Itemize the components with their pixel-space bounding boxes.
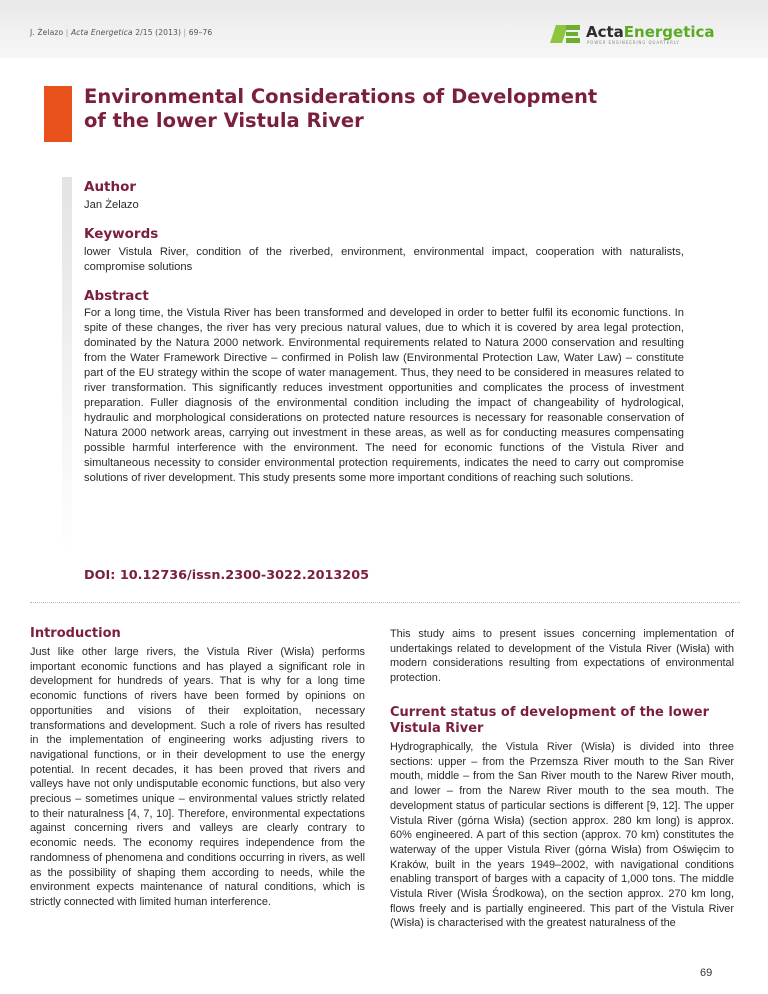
running-head-journal: Acta Energetica (70, 28, 133, 37)
running-head-pages: 69–76 (188, 28, 213, 37)
running-head (30, 28, 212, 37)
abstract-heading: Abstract (84, 288, 149, 304)
current-status-text: Hydrographically, the Vistula River (Wisła) is divided into three sections: upper – from the Przemsza River mouth to the San River mouth, middle – from the San River mouth to the Narew River mouth, and lower – from the Narew River mouth to the sea mouth. The development status of particular sections is different [9, 12]. The upper Vistula River (górna Wisła) (section approx. 280 km long) is approx. 60% engineered. A part of this section (approx. 70 km) constitutes the waterway of the upper Vistula River (górna Wisła) from Oświęcim to Kraków, built in the years 1949–2002, with navigational conditions enabling transport of barges with a capacity of 1,000 tons. The middle Vistula River (Wisła Środkowa), on the section approx. 270 km long, flows freely and is partially engineered. This part of the Vistula River (Wisła) is characterised with the greatest naturalness of the (390, 741, 734, 930)
introduction-text: Just like other large rivers, the Vistula River (Wisła) performs important economic functions and has played a significant role in development for hundreds of years. That is why for a long time economic functions of rivers have been formed by opinions on opportunities and visions of their exploitation, necessary transformations and development. Such a role of rivers has resulted in the implementation of engineering works adjusting rivers to navigational functions, or in their development to use the energy potential. In recent decades, it has been proved that rivers and valleys have not only undisputable economic functions, but also very precious – sometimes unique – environmental values strictly related to their naturalness [4, 7, 10]. Therefore, environmental expectations against concerning rivers and valleys are clearly contrary to economic needs. The economy requires independence from the randomness of phenomena and conditions occurring in rivers, as well as the possibility of shaping them according to needs, while the environment expects maintenance of natural conditions, which is strictly connected with limited human interference. (30, 646, 365, 908)
keywords-text: lower Vistula River, condition of the riverbed, environment, environmental impact, cooperation with naturalists, compromise solutions (84, 246, 684, 273)
journal-logo (553, 23, 713, 47)
aim-text: This study aims to present issues concerning implementation of undertakings related to development of the Vistula River (Wisła) with modern considerations resulting from expectations of environmental protection. (390, 628, 734, 685)
article-title: Environmental Considerations of Development of the lower Vistula River (84, 85, 598, 132)
logo-tagline: POWER ENGINEERING QUARTERLY (587, 40, 680, 45)
current-status-heading: Current status of development of the lower Vistula River (390, 705, 710, 736)
separator: | (65, 28, 69, 37)
divider (30, 602, 740, 603)
separator: | (183, 28, 187, 37)
section-accent-bar (62, 177, 72, 557)
logo-name: ActaEnergetica (586, 23, 715, 41)
author-heading: Author (84, 179, 137, 195)
page-number: 69 (700, 967, 713, 979)
author-name: Jan Żelazo (84, 199, 139, 211)
abstract-text: For a long time, the Vistula River has been transformed and developed in order to better fulfil its economic functions. In spite of these changes, the river has very precious natural values, due to which it is covered by area legal protection, dominated by the Natura 2000 network. Environmental requirements related to Natura 2000 conservation and resulting from the Water Framework Directive – confirmed in Polish law (Environmental Protection Law, Water Law) – constitute part of the EU strategy within the scope of water management. Thus, they need to be considered in measures related to river transformation. This significantly reduces investment opportunities and complicates the process of investment preparation. Fuller diagnosis of the environmental condition including the impact of changeability of hydrological, hydraulic and morphological considerations on protected nature resources is necessary for reasonable conservation of Natura 2000 network areas, carrying out investment in these areas, as well as for conducting measures compensating possible harmful interference with the environment. The need for economic functions of the Vistula River and simultaneous necessity to consider environmental protection requirements, indicates the need to carry out compromise solutions of river development. This study presents some more important conditions of reaching such solutions. (84, 307, 684, 484)
introduction-heading: Introduction (30, 626, 121, 641)
running-head-author: J. Żelazo (30, 28, 64, 37)
logo-mark-icon (553, 25, 583, 43)
running-head-issue: 2/15 (2013) (135, 28, 182, 37)
title-accent-bar (44, 86, 72, 142)
keywords-heading: Keywords (84, 226, 159, 242)
doi: DOI: 10.12736/issn.2300-3022.2013205 (84, 568, 370, 583)
